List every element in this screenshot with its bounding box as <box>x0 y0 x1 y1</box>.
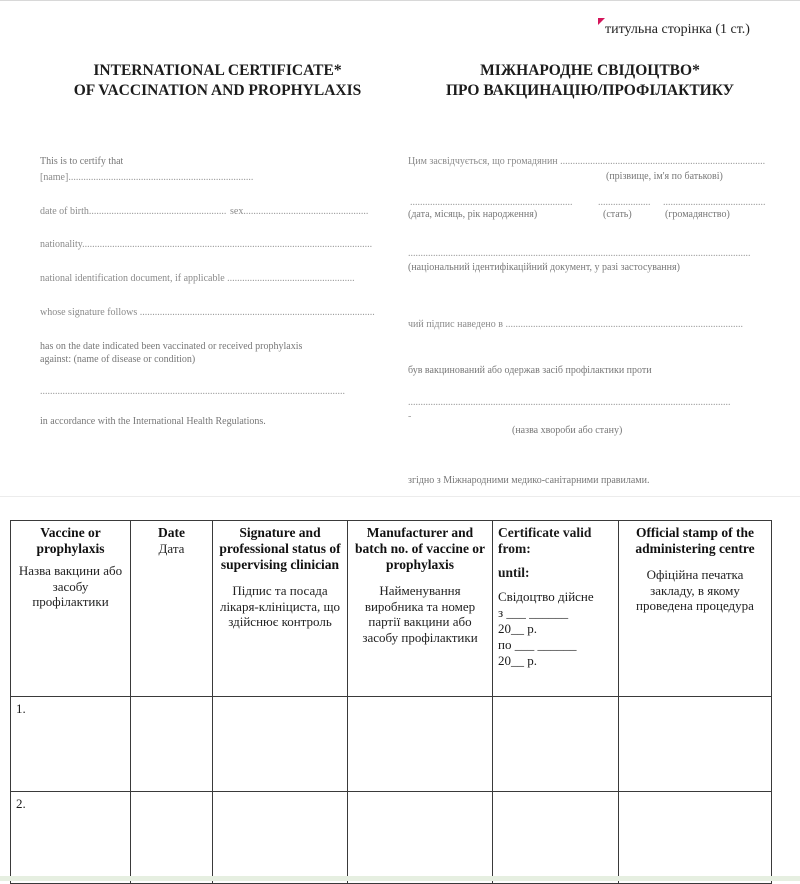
col-manufacturer-header <box>348 521 493 697</box>
uk-sex-hint: (стать) <box>603 209 632 220</box>
valid-line-from: з ___ ______ <box>498 605 569 620</box>
vaccination-table <box>10 520 772 884</box>
col-signature-header <box>213 521 348 697</box>
en-disease-dotted-line: .......................................................................................................................... <box>40 386 345 397</box>
table-cell <box>348 697 493 792</box>
uk-disease-hint: (назва хвороби або стану) <box>512 425 623 436</box>
en-sex-label: sex <box>230 206 244 217</box>
uk-certify-line: Цим засвідчується, що громадянин .................................................................................. <box>408 156 766 167</box>
table-header-row <box>11 521 772 697</box>
bottom-strip <box>0 876 800 881</box>
title-uk-line2: ПРО ВАКЦИНАЦІЮ/ПРОФІЛАКТИКУ <box>445 82 735 99</box>
table-cell <box>131 792 213 884</box>
table-cell <box>619 792 772 884</box>
valid-line-year-2: 20__ р. <box>498 653 537 668</box>
en-nationality-label: nationality <box>40 239 83 250</box>
validity-block <box>498 525 613 669</box>
col-vaccine-uk: Назва вакцини або засобу профілактики <box>18 563 123 609</box>
en-certify-text: This is to certify that <box>40 156 124 167</box>
col-stamp-uk: Офіційна печатка закладу, в якому проведена процедура <box>636 567 754 613</box>
en-dob-label: date of birth <box>40 206 89 217</box>
en-signature-line: whose signature follows .............................................................................................. <box>40 307 375 318</box>
uk-dob-dotted-line: ................................................................. <box>410 197 573 208</box>
col-stamp-en: Official stamp of the administering centre <box>635 525 755 556</box>
table-cell <box>619 697 772 792</box>
en-nationality-line: nationality.................................................................................................................... <box>40 239 373 250</box>
table-cell <box>213 697 348 792</box>
col-validity-header <box>493 521 619 697</box>
en-id-doc-label: national identification document, if applicable <box>40 273 225 284</box>
en-dob-line: date of birth....................................................... <box>40 206 227 217</box>
uk-nationality-hint: (громадянство) <box>665 209 730 220</box>
table-cell <box>213 792 348 884</box>
uk-nationality-dotted-line: ......................................... <box>663 197 766 208</box>
table-cell <box>493 792 619 884</box>
table-cell <box>131 697 213 792</box>
valid-until-label: until: <box>498 565 530 580</box>
en-sex-line: sex.................................................. <box>230 206 369 217</box>
uk-name-hint: (прізвище, ім'я по батькові) <box>606 171 723 182</box>
en-name-line: [name].......................................................................... <box>40 172 254 183</box>
col-signature-uk: Підпис та посада лікаря-клініциста, що здійснює контроль <box>219 583 341 629</box>
table-cell <box>493 697 619 792</box>
uk-sex-dotted-line: ..................... <box>598 197 651 208</box>
uk-signature-line: чий підпис наведено в ............................................................................................... <box>408 319 743 330</box>
valid-uk-label: Свідоцтво дійсне <box>498 589 594 604</box>
col-manufacturer-uk: Найменування виробника та номер партії вакцини або засобу профілактики <box>362 583 478 645</box>
en-id-doc-line: national identification document, if applicable ................................................... <box>40 273 355 284</box>
page-marker-flag-icon <box>598 18 605 25</box>
uk-disease-dash: - <box>408 411 412 422</box>
uk-signature-label: чий підпис наведено в <box>408 319 503 330</box>
title-ukrainian <box>420 61 760 101</box>
col-manufacturer-en: Manufacturer and batch no. of vaccine or prophylaxis <box>354 525 486 572</box>
section-divider <box>0 496 800 497</box>
en-name-label: [name] <box>40 172 69 183</box>
uk-disease-dotted-line: ................................................................................................................................. <box>408 397 731 408</box>
uk-id-doc-dotted-line: ......................................................................................................................................... <box>408 248 751 259</box>
col-date-uk: Дата <box>158 541 185 556</box>
row-number-2: 2. <box>11 792 131 884</box>
page-label: титульна сторінка (1 ст.) <box>605 22 750 37</box>
uk-vaccinated-text: був вакцинований або одержав засіб профілактики проти <box>408 365 652 376</box>
title-en-line1: INTERNATIONAL CERTIFICATE* <box>93 62 342 79</box>
table-row <box>11 792 772 884</box>
en-signature-label: whose signature follows <box>40 307 138 318</box>
valid-line-year-1: 20__ р. <box>498 621 537 636</box>
top-border <box>0 0 800 1</box>
valid-line-until: по ___ ______ <box>498 637 577 652</box>
table-cell <box>348 792 493 884</box>
valid-from-label: Certificate valid from: <box>498 525 592 556</box>
col-date-header <box>131 521 213 697</box>
uk-dob-hint: (дата, місяць, рік народження) <box>408 209 538 220</box>
col-signature-en: Signature and professional status of supervising clinician <box>219 525 341 572</box>
table-row <box>11 697 772 792</box>
title-uk-line1: МІЖНАРОДНЕ СВІДОЦТВО* <box>480 62 700 79</box>
uk-regulations-text: згідно з Міжнародними медико-санітарними правилами. <box>408 475 650 486</box>
en-vaccinated-text-2: against: (name of disease or condition) <box>40 354 196 365</box>
row-number-1: 1. <box>11 697 131 792</box>
col-vaccine-header <box>11 521 131 697</box>
title-en-line2: OF VACCINATION AND PROPHYLAXIS <box>73 82 362 99</box>
col-stamp-header <box>619 521 772 697</box>
uk-id-doc-hint: (національний ідентифікаційний документ, у разі застосування) <box>408 262 680 273</box>
col-vaccine-en: Vaccine or prophylaxis <box>36 525 105 556</box>
en-vaccinated-text-1: has on the date indicated been vaccinated or received prophylaxis <box>40 341 303 352</box>
col-date-en: Date <box>158 525 185 540</box>
en-regulations-text: in accordance with the International Health Regulations. <box>40 416 266 427</box>
title-english <box>40 61 395 101</box>
uk-certify-label: Цим засвідчується, що громадянин <box>408 156 558 167</box>
